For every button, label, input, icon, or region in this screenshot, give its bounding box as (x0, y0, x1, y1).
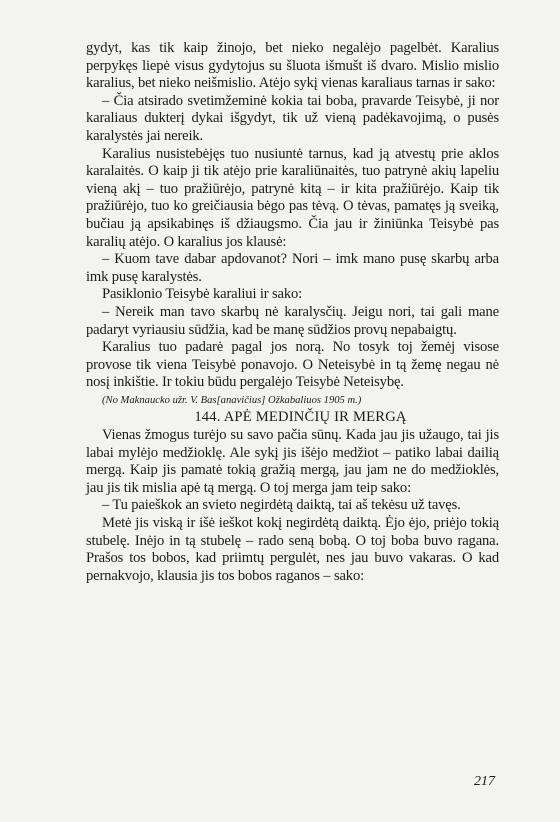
source-note: (No Maknaucko užr. V. Bas[anavičius] Ožkabaliuos 1905 m.) (102, 394, 362, 406)
paragraph: gydyt, kas tik kaip žinojo, bet nieko negalėjo pagelbėt. Karalius perpykęs liepė visus gydytojus su šluota išmušt iš dvaro. Mislio mislio karalius, bet nieko neišmislio. Atėjo sykį vienas karaliaus tarnas ir sako: (86, 40, 499, 92)
paragraph: – Kuom tave dabar apdovanot? Nori – imk mano pusę skarbų arba imk pusę karalystės. (86, 251, 499, 285)
paragraph: Metė jis viską ir išė ieškot kokį negirdėtą daiktą. Ėjo ėjo, priėjo tokią stubelę. Inėjo in tą stubelę – rado seną bobą. O toj boba buvo ragana. Prašos tos bobos, kad priimtų pergulėt, nes jau buvo vakaras. O kad pernakvojo, klausia jis tos bobos raganos – sako: (86, 515, 499, 584)
paragraph: – Čia atsirado svetimžeminė kokia tai boba, pravarde Teisybė, ji nor karaliaus dukterį dykai išgydyt, tik už vieną padėkavojimą, o pusės karalystės jai nereik. (86, 92, 499, 144)
paragraph: Karalius nusistebėjęs tuo nusiuntė tarnus, kad ją atvestų prie aklos karalaitės. O kaip ji tik atėjo prie karaliūnaitės, tuo patrynė akių lapeliu vieną akį – tuo pražiūrėjo, patrynė kitą – ir kita pražiūrėjo. Kaip tik pražiūrėjo, tuo ko greičiausia bėgo pas tėvą. O tėvas, pamatęs ją sveiką, bučiau ją apsikabinęs iš džiaugsmo. Čia jau ir žiniūnka Teisybė pas karalių atėjo. O karalius jos klausė: (86, 145, 499, 250)
paragraph: Karalius tuo padarė pagal jos norą. No tosyk toj žemėj visose provose tik viena Teisybė ponavojo. O Neteisybė in tą žemę negau nė nosį inkištie. Ir tokiu būdu pergalėjo Teisybė Neteisybę. (86, 339, 499, 391)
paragraph: – Tu paieškok an svieto negirdėtą daiktą, tai aš tekėsu už tavęs. (102, 497, 461, 514)
page-number: 217 (474, 774, 495, 789)
paragraph: – Nereik man tavo skarbų nė karalysčių. Jeigu nori, tai gali mane padaryt vyriausiu sūdžia, kad be manę sūdžios provų nepabaigtų. (86, 303, 499, 338)
page-body (86, 40, 499, 585)
paragraph: Vienas žmogus turėjo su savo pačia sūnų. Kada jau jis užaugo, tai jis labai mylėjo medžioklę. Ale sykį jis išėjo medžiot – patiko labai dailią mergą. Kaip jis pamatė tokią gražią mergą, jau jam ne do medžioklės, jau jis tik mislia apė tą mergą. O toj merga jam teip sako: (86, 427, 499, 496)
paragraph: Pasiklonio Teisybė karaliui ir sako: (102, 286, 303, 303)
story-heading: 144. APĖ MEDINČIŲ IR MERGĄ (194, 409, 407, 426)
